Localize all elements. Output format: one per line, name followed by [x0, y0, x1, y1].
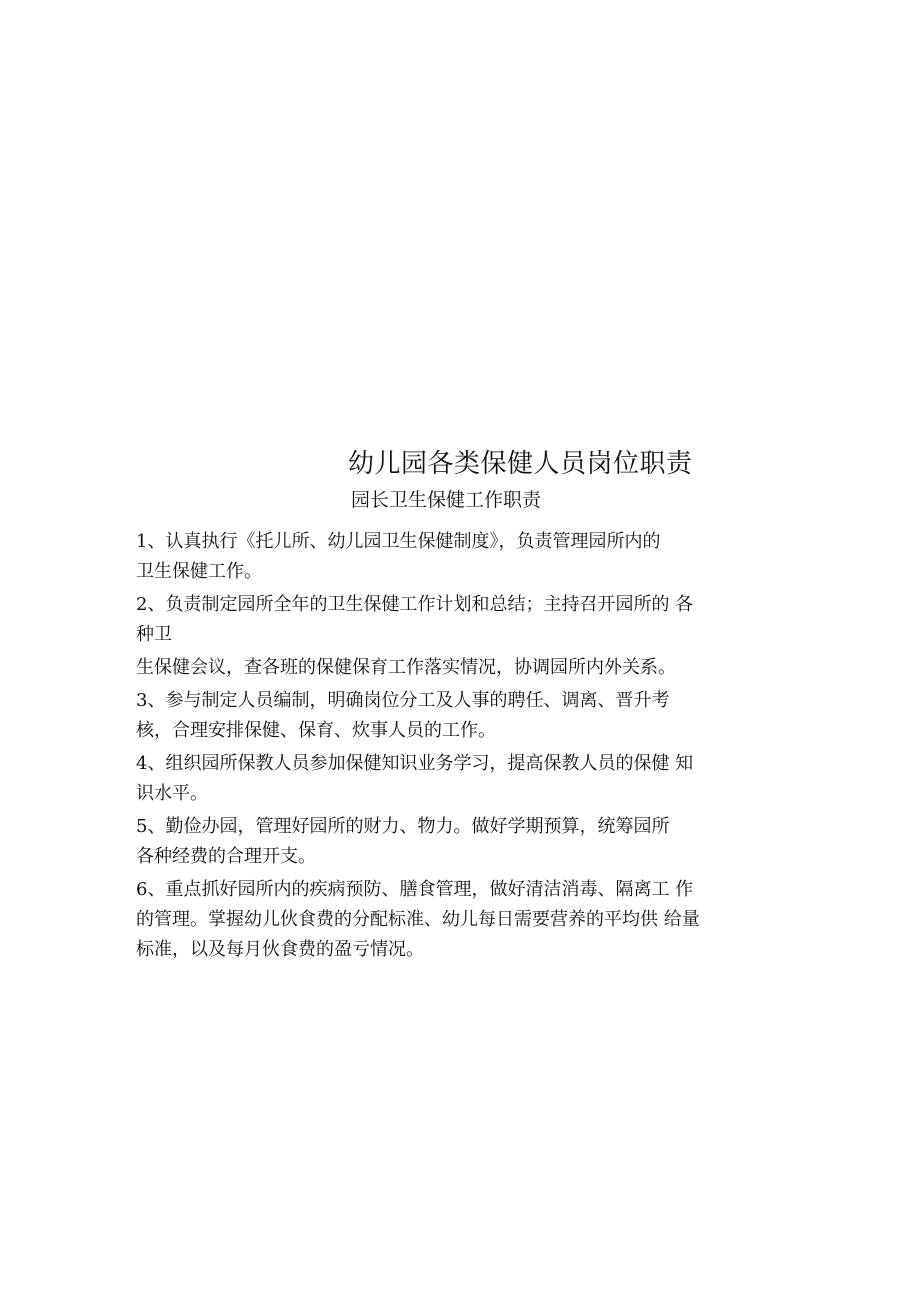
text-line: 识水平。	[136, 783, 208, 804]
duty-item-4	[136, 749, 786, 809]
duty-item-6	[136, 875, 786, 965]
text-line: 1、认真执行《托儿所、幼儿园卫生保健制度》，负责管理园所内的	[136, 531, 661, 552]
text-line: 3、参与制定人员编制，明确岗位分工及人事的聘任、调离、晋升考	[136, 690, 670, 711]
document-body	[136, 527, 786, 965]
text-line: 6、重点抓好园所内的疾病预防、膳食管理，做好清洁消毒、隔离工 作	[136, 879, 694, 900]
text-line: 5、勤俭办园，管理好园所的财力、物力。做好学期预算，统筹园所	[136, 816, 670, 837]
text-line: 的管理。掌握幼儿伙食费的分配标准、幼儿每日需要营养的平均供 给量	[136, 909, 700, 930]
document-title: 幼儿园各类保健人员岗位职责	[348, 449, 693, 479]
text-line: 卫生保健工作。	[136, 561, 262, 582]
text-line: 标准，以及每月伙食费的盈亏情况。	[136, 939, 424, 960]
duty-item-2	[136, 590, 786, 683]
duty-item-1	[136, 527, 786, 587]
text-line: 4、组织园所保教人员参加保健知识业务学习，提高保教人员的保健 知	[136, 753, 694, 774]
document-subtitle: 园长卫生保健工作职责	[351, 489, 542, 511]
text-line: 核，合理安排保健、保育、炊事人员的工作。	[136, 720, 496, 741]
duty-item-3	[136, 686, 786, 746]
text-line: 各种经费的合理开支。	[136, 846, 316, 867]
text-line: 种卫	[136, 624, 172, 645]
duty-item-5	[136, 812, 786, 872]
text-line: 生保健会议，查各班的保健保育工作落实情况，协调园所内外关系。	[136, 657, 676, 678]
text-line: 2、负责制定园所全年的卫生保健工作计划和总结；主持召开园所的 各	[136, 594, 694, 615]
